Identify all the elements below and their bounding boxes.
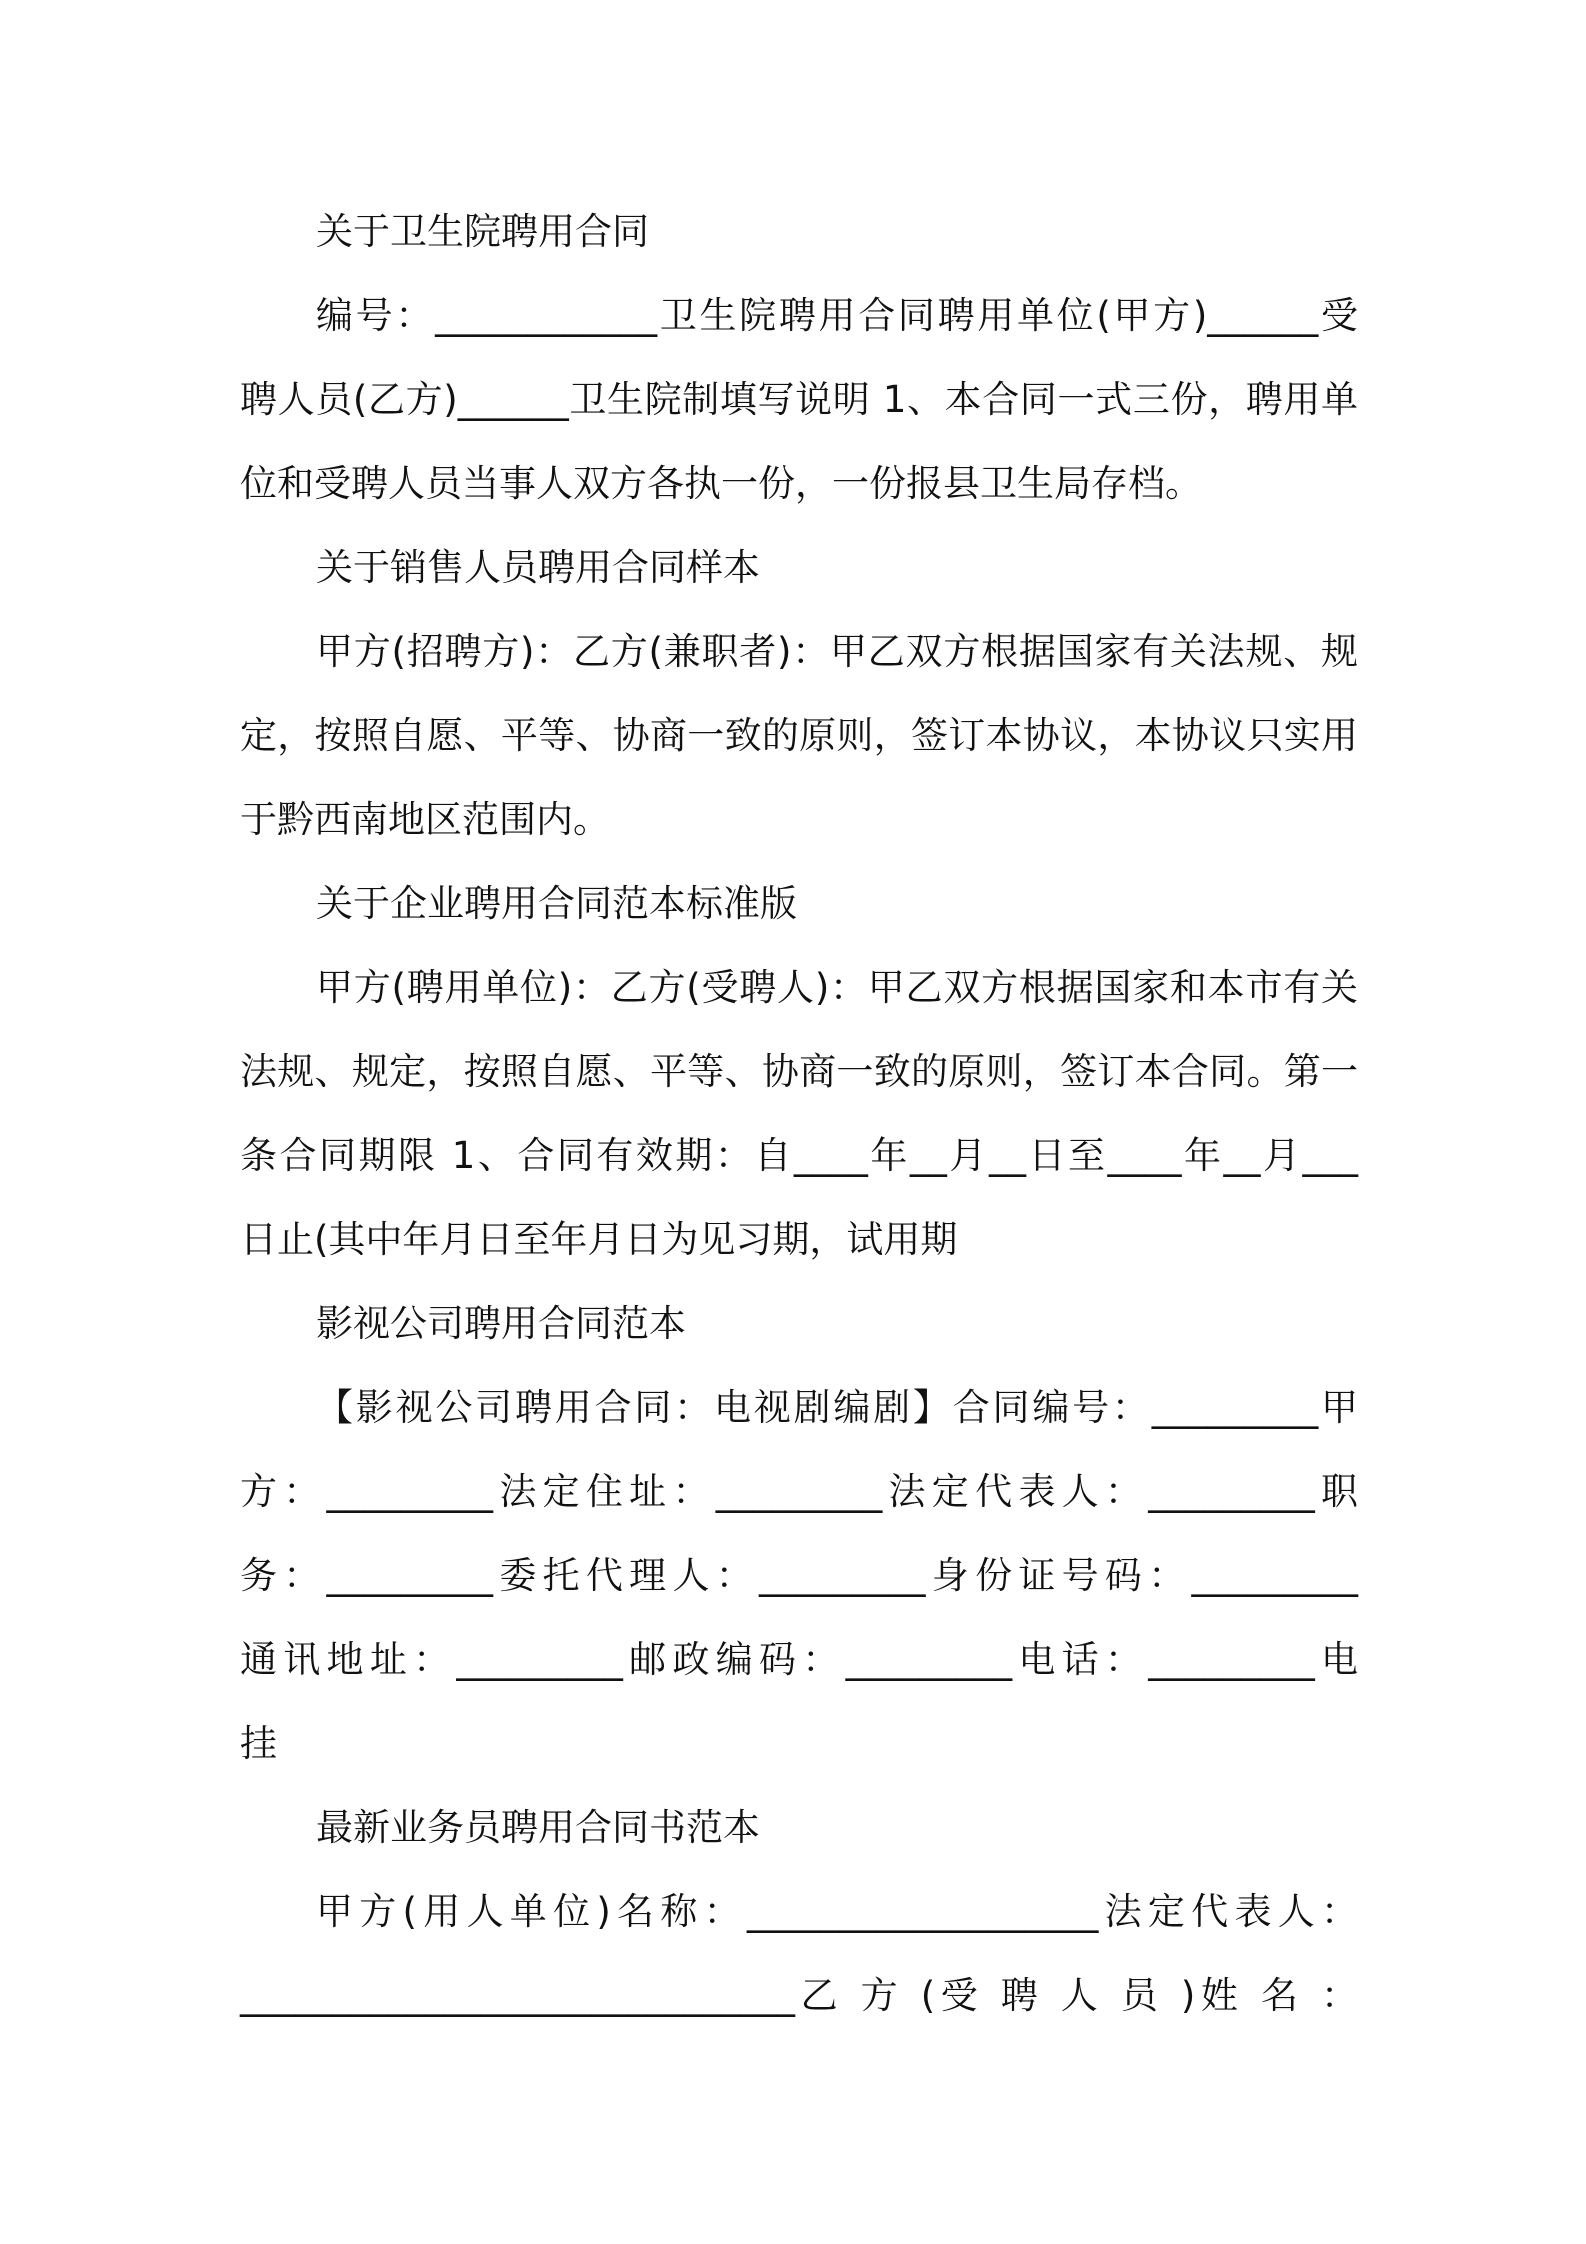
- paragraph-line: 挂: [240, 1722, 277, 1765]
- document-page: [240, 190, 1358, 2038]
- heading-sales-contract: 关于销售人员聘用合同样本: [316, 546, 760, 589]
- paragraph-line: 甲方(用人单位)名称：___________________法定代表人：: [316, 1890, 1358, 1933]
- heading-salesperson-contract: 最新业务员聘用合同书范本: [316, 1806, 760, 1849]
- heading-enterprise-contract: 关于企业聘用合同范本标准版: [316, 882, 797, 925]
- paragraph-line: 【影视公司聘用合同：电视剧编剧】合同编号：_________甲: [316, 1386, 1358, 1429]
- paragraph-line: 通讯地址：_________邮政编码：_________电话：_________电: [240, 1638, 1358, 1681]
- paragraph-line: 日止(其中年月日至年月日为见习期，试用期: [240, 1218, 958, 1261]
- paragraph-line: 甲方(招聘方)：乙方(兼职者)：甲乙双方根据国家有关法规、规: [316, 630, 1358, 673]
- paragraph-line: 务：_________委托代理人：_________身份证号码：_________: [240, 1554, 1358, 1597]
- paragraph-line: 条合同期限 1、合同有效期：自____年__月__日至____年__月___: [240, 1134, 1358, 1177]
- heading-film-company-contract: 影视公司聘用合同范本: [316, 1302, 686, 1345]
- paragraph-line: 于黔西南地区范围内。: [240, 798, 610, 841]
- paragraph-line: 甲方(聘用单位)：乙方(受聘人)：甲乙双方根据国家和本市有关: [316, 966, 1358, 1009]
- paragraph-line: 聘人员(乙方)______卫生院制填写说明 1、本合同一式三份，聘用单: [240, 378, 1358, 421]
- paragraph-line: 位和受聘人员当事人双方各执一份，一份报县卫生局存档。: [240, 462, 1202, 505]
- paragraph-line: ______________________________乙 方 (受 聘 人 员 )姓 名 ：: [240, 1974, 1358, 2017]
- paragraph-line: 法规、规定，按照自愿、平等、协商一致的原则，签订本合同。第一: [240, 1050, 1358, 1093]
- heading-health-center-contract: 关于卫生院聘用合同: [316, 210, 649, 253]
- paragraph-line: 方：_________法定住址：_________法定代表人：_________职: [240, 1470, 1358, 1513]
- paragraph-line: 编号：____________卫生院聘用合同聘用单位(甲方)______受: [316, 294, 1358, 337]
- paragraph-line: 定，按照自愿、平等、协商一致的原则，签订本协议，本协议只实用: [240, 714, 1358, 757]
